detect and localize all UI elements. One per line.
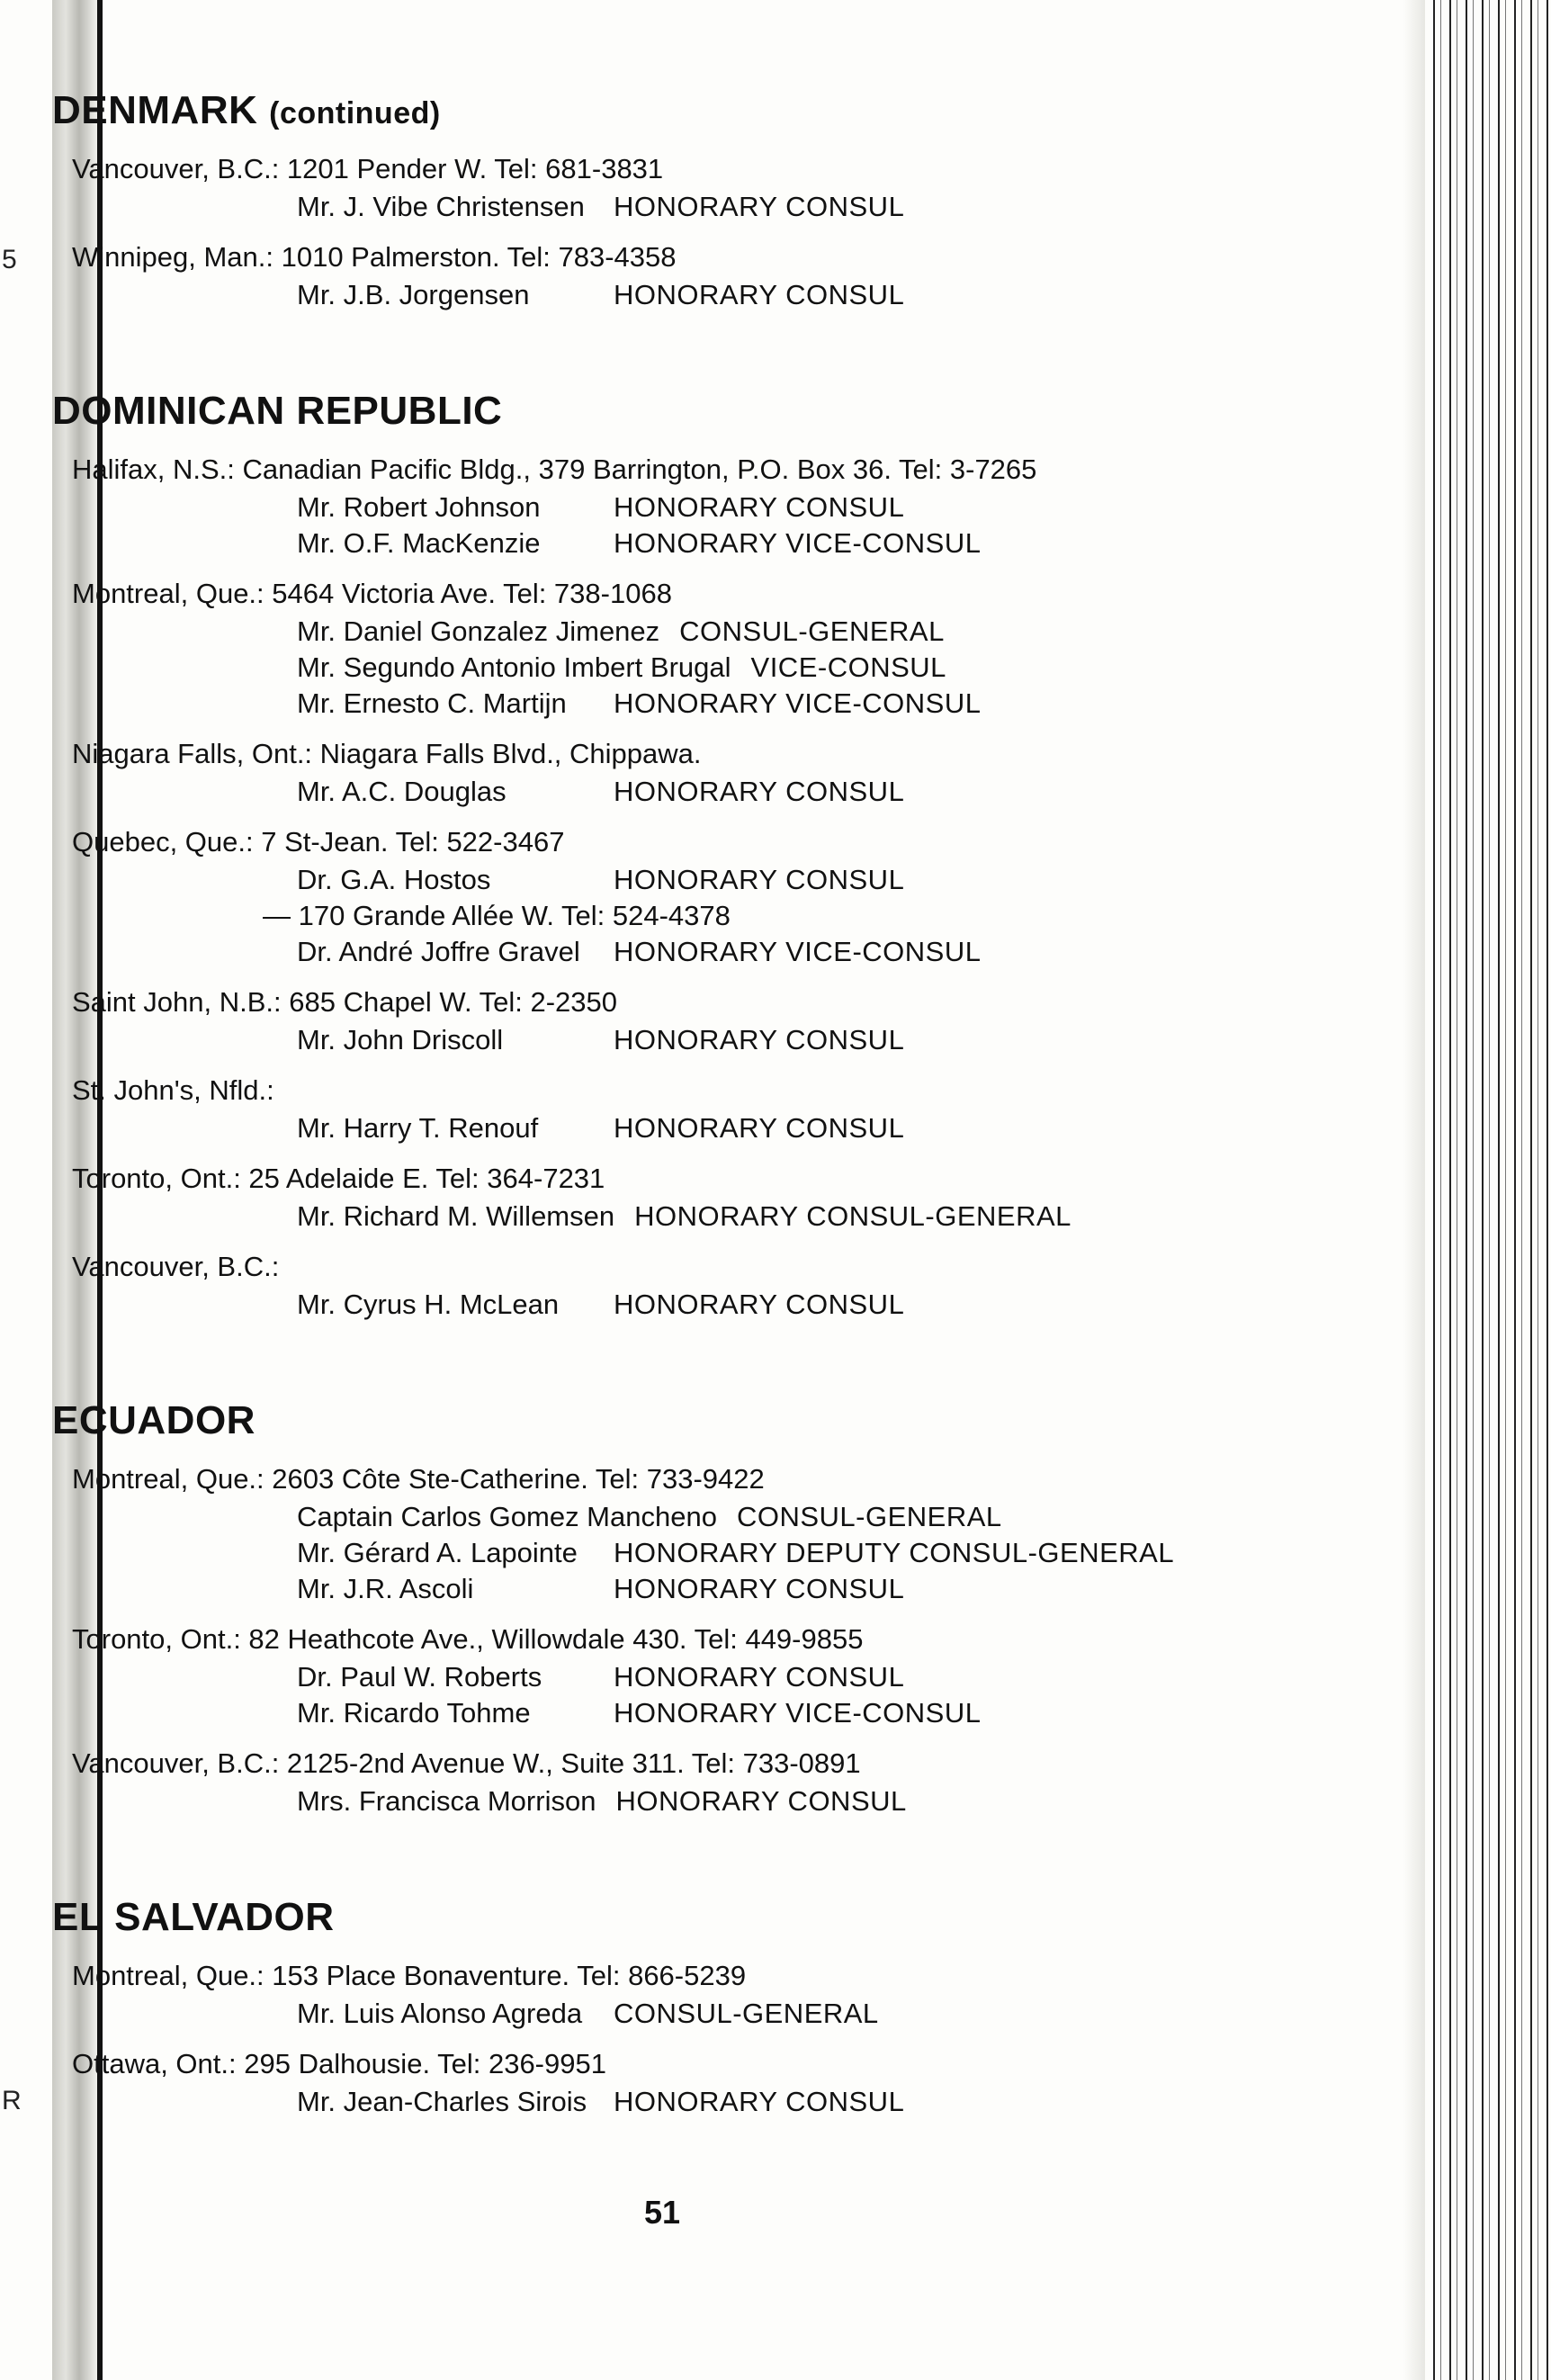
official-title: VICE-CONSUL xyxy=(750,651,946,683)
country-section xyxy=(52,1895,1376,2120)
official-row xyxy=(297,650,1376,686)
country-section xyxy=(52,1398,1376,1819)
official-title: HONORARY CONSUL xyxy=(614,1289,905,1320)
country-heading xyxy=(52,88,1376,133)
official-title: HONORARY VICE-CONSUL xyxy=(614,936,982,967)
official-name: Mr. Gérard A. Lapointe xyxy=(297,1537,578,1568)
official-title: CONSUL-GENERAL xyxy=(736,1501,1002,1532)
official-row xyxy=(297,774,1376,810)
consulate-entry xyxy=(72,2044,1376,2120)
official-row xyxy=(297,1199,1376,1235)
consulate-entry xyxy=(72,1159,1376,1235)
country-section xyxy=(52,389,1376,1323)
official-title: HONORARY CONSUL xyxy=(614,2086,905,2117)
official-row xyxy=(297,1571,1376,1607)
country-heading xyxy=(52,1895,1376,1940)
consulate-address: Quebec, Que.: 7 St-Jean. Tel: 522-3467 xyxy=(72,826,565,858)
consulate-entry xyxy=(72,1956,1376,2032)
consulate-address: Halifax, N.S.: Canadian Pacific Bldg., 379 Barrington, P.O. Box 36. Tel: 3-7265 xyxy=(72,454,1037,485)
official-title: HONORARY CONSUL-GENERAL xyxy=(634,1200,1071,1232)
official-name: Mr. J. Vibe Christensen xyxy=(297,191,585,222)
consulate-address: Toronto, Ont.: 82 Heathcote Ave., Willowdale 430. Tel: 449-9855 xyxy=(72,1623,864,1655)
country-heading xyxy=(52,389,1376,434)
consulate-entry xyxy=(72,238,1376,313)
consulate-entry xyxy=(72,450,1376,561)
official-row xyxy=(297,1535,1376,1571)
consulate-address: Vancouver, B.C.: 1201 Pender W. Tel: 681-3831 xyxy=(72,153,664,184)
stacked-page-edges xyxy=(1425,0,1551,2380)
official-title: HONORARY CONSUL xyxy=(614,491,905,523)
official-row xyxy=(297,614,1376,650)
official-row xyxy=(297,1110,1376,1146)
consulate-address: St. John's, Nfld.: xyxy=(72,1074,274,1106)
consulate-address: Vancouver, B.C.: 2125-2nd Avenue W., Suite 311. Tel: 733-0891 xyxy=(72,1747,861,1779)
official-row xyxy=(297,1499,1376,1535)
official-title: CONSUL-GENERAL xyxy=(614,1998,879,2029)
consulate-entry xyxy=(72,1247,1376,1323)
consulate-entry xyxy=(72,1744,1376,1819)
consulate-entry xyxy=(72,983,1376,1058)
official-row xyxy=(297,277,1376,313)
official-name: Mrs. Francisca Morrison xyxy=(297,1785,596,1817)
official-row xyxy=(297,1659,1376,1695)
official-row xyxy=(297,189,1376,225)
official-title: HONORARY CONSUL xyxy=(614,1661,905,1693)
official-name: Mr. Robert Johnson xyxy=(297,491,541,523)
official-row xyxy=(297,1695,1376,1731)
consulate-entry xyxy=(72,149,1376,225)
official-name: Dr. G.A. Hostos xyxy=(297,864,491,895)
official-name: Captain Carlos Gomez Mancheno xyxy=(297,1501,717,1532)
official-name: Mr. O.F. MacKenzie xyxy=(297,527,541,559)
country-note: (continued) xyxy=(269,96,441,130)
official-row xyxy=(297,934,1376,970)
consulate-address: Toronto, Ont.: 25 Adelaide E. Tel: 364-7231 xyxy=(72,1163,605,1194)
country-name: DOMINICAN REPUBLIC xyxy=(52,389,503,433)
consulate-entry xyxy=(72,734,1376,810)
section-gap xyxy=(72,1335,1376,1398)
directory-listing xyxy=(52,88,1376,2133)
official-row xyxy=(297,686,1376,722)
official-row xyxy=(297,2084,1376,2120)
country-name: DENMARK xyxy=(52,88,258,132)
official-title: HONORARY VICE-CONSUL xyxy=(614,687,982,719)
page-edge-shadow xyxy=(1403,0,1425,2380)
official-name: Mr. John Driscoll xyxy=(297,1024,504,1055)
country-name: ECUADOR xyxy=(52,1398,256,1442)
margin-mark: R xyxy=(2,2086,22,2115)
official-name: Mr. Harry T. Renouf xyxy=(297,1112,539,1144)
official-title: HONORARY VICE-CONSUL xyxy=(614,527,982,559)
country-heading xyxy=(52,1398,1376,1443)
consulate-address: Montreal, Que.: 5464 Victoria Ave. Tel: 738-1068 xyxy=(72,578,672,609)
official-row xyxy=(297,1996,1376,2032)
official-name: Mr. Luis Alonso Agreda xyxy=(297,1998,583,2029)
consulate-address: Ottawa, Ont.: 295 Dalhousie. Tel: 236-9951 xyxy=(72,2048,606,2079)
official-title: HONORARY CONSUL xyxy=(614,1112,905,1144)
section-gap xyxy=(72,326,1376,389)
official-title: HONORARY CONSUL xyxy=(614,279,905,310)
official-title: HONORARY CONSUL xyxy=(614,1024,905,1055)
official-name: Mr. J.R. Ascoli xyxy=(297,1573,474,1604)
consulate-entry xyxy=(72,1071,1376,1146)
official-title: HONORARY CONSUL xyxy=(614,776,905,807)
official-name: Mr. Richard M. Willemsen xyxy=(297,1200,615,1232)
official-title: HONORARY CONSUL xyxy=(614,864,905,895)
country-section xyxy=(52,88,1376,313)
official-title: HONORARY CONSUL xyxy=(614,191,905,222)
secondary-address: — 170 Grande Allée W. Tel: 524-4378 xyxy=(263,900,731,931)
consulate-address: Niagara Falls, Ont.: Niagara Falls Blvd., Chippawa. xyxy=(72,738,702,769)
official-name: Mr. J.B. Jorgensen xyxy=(297,279,530,310)
official-title: HONORARY VICE-CONSUL xyxy=(614,1697,982,1729)
official-name: Mr. Segundo Antonio Imbert Brugal xyxy=(297,651,731,683)
official-name: Mr. A.C. Douglas xyxy=(297,776,507,807)
official-row xyxy=(297,489,1376,525)
official-title: HONORARY CONSUL xyxy=(614,1573,905,1604)
official-row xyxy=(297,1287,1376,1323)
consulate-address: Montreal, Que.: 153 Place Bonaventure. Tel: 866-5239 xyxy=(72,1960,747,1991)
consulate-address: Vancouver, B.C.: xyxy=(72,1251,280,1282)
consulate-address: Montreal, Que.: 2603 Côte Ste-Catherine. Tel: 733-9422 xyxy=(72,1463,765,1495)
consulate-address: Saint John, N.B.: 685 Chapel W. Tel: 2-2350 xyxy=(72,986,618,1018)
official-name: Dr. André Joffre Gravel xyxy=(297,936,580,967)
official-name: Mr. Cyrus H. McLean xyxy=(297,1289,560,1320)
official-title: HONORARY CONSUL xyxy=(615,1785,907,1817)
consulate-entry xyxy=(72,1459,1376,1607)
official-row xyxy=(297,525,1376,561)
consulate-entry xyxy=(72,574,1376,722)
country-name: EL SALVADOR xyxy=(52,1895,335,1939)
consulate-entry xyxy=(72,822,1376,970)
official-name: Mr. Jean-Charles Sirois xyxy=(297,2086,587,2117)
official-name: Dr. Paul W. Roberts xyxy=(297,1661,542,1693)
consulate-entry xyxy=(72,1620,1376,1731)
official-row xyxy=(297,1022,1376,1058)
official-title: HONORARY DEPUTY CONSUL-GENERAL xyxy=(614,1537,1175,1568)
official-title: CONSUL-GENERAL xyxy=(679,615,945,647)
section-gap xyxy=(72,1832,1376,1895)
official-row xyxy=(297,862,1376,898)
page-left-margin xyxy=(0,0,52,2380)
consulate-address: Winnipeg, Man.: 1010 Palmerston. Tel: 783-4358 xyxy=(72,241,677,273)
page-number: 51 xyxy=(644,2194,681,2231)
official-name: Mr. Ricardo Tohme xyxy=(297,1697,531,1729)
official-name: Mr. Daniel Gonzalez Jimenez xyxy=(297,615,660,647)
official-row xyxy=(297,1783,1376,1819)
official-name: Mr. Ernesto C. Martijn xyxy=(297,687,567,719)
margin-mark: 5 xyxy=(2,245,17,274)
